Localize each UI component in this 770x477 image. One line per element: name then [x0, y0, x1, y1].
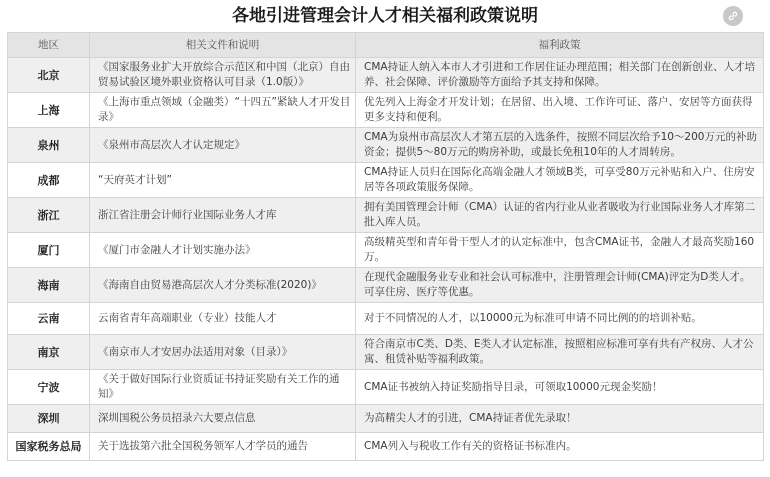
policy-cell: 在现代金融服务业专业和社会认可标准中，注册管理会计师(CMA)评定为D类人才。可享住房、医疗等优惠。: [356, 268, 764, 303]
table-row: [8, 433, 764, 461]
table-row: [8, 128, 764, 163]
doc-cell: 《海南自由贸易港高层次人才分类标准(2020)》: [90, 268, 356, 303]
link-icon[interactable]: [723, 6, 743, 26]
policy-cell: CMA列入与税收工作有关的资格证书标准内。: [356, 433, 764, 461]
page-title: 各地引进管理会计人才相关福利政策说明: [232, 6, 538, 26]
policy-cell: CMA持证人纳入本市人才引进和工作居住证办理范围；相关部门在创新创业、人才培养、社会保障、评价激励等方面给予其支持和保障。: [356, 58, 764, 93]
region-cell: 云南: [8, 303, 90, 335]
policy-cell: 优先列入上海金才开发计划；在居留、出入境、工作许可证、落户、安居等方面获得更多支持和便利。: [356, 93, 764, 128]
table-body: [8, 58, 764, 461]
region-cell: 宁波: [8, 370, 90, 405]
table-row: [8, 370, 764, 405]
policy-cell: 高级精英型和青年骨干型人才的认定标准中，包含CMA证书，金融人才最高奖励160万。: [356, 233, 764, 268]
policy-cell: 符合南京市C类、D类、E类人才认定标准，按照相应标准可享有共有产权房、人才公寓、租赁补贴等福利政策。: [356, 335, 764, 370]
policy-cell: CMA持证人员归在国际化高端金融人才领域B类，可享受80万元补贴和入户、住房安居等各项政策服务保障。: [356, 163, 764, 198]
region-cell: 上海: [8, 93, 90, 128]
region-cell: 厦门: [8, 233, 90, 268]
region-cell: 浙江: [8, 198, 90, 233]
region-cell: 深圳: [8, 405, 90, 433]
doc-cell: 《泉州市高层次人才认定规定》: [90, 128, 356, 163]
policy-cell: 对于不同情况的人才，以10000元为标准可申请不同比例的的培训补贴。: [356, 303, 764, 335]
doc-cell: 《上海市重点领域（金融类）“十四五”紧缺人才开发目录》: [90, 93, 356, 128]
region-cell: 国家税务总局: [8, 433, 90, 461]
region-cell: 北京: [8, 58, 90, 93]
policy-table: [7, 32, 764, 461]
region-cell: 泉州: [8, 128, 90, 163]
region-cell: 海南: [8, 268, 90, 303]
header-policy: 福利政策: [356, 33, 764, 58]
doc-cell: 《国家服务业扩大开放综合示范区和中国（北京）自由贸易试验区境外职业资格认可目录（1.0版）》: [90, 58, 356, 93]
header-doc: 相关文件和说明: [90, 33, 356, 58]
doc-cell: 云南省青年高端职业（专业）技能人才: [90, 303, 356, 335]
table-row: [8, 233, 764, 268]
doc-cell: “天府英才计划”: [90, 163, 356, 198]
region-cell: 南京: [8, 335, 90, 370]
table-row: [8, 58, 764, 93]
doc-cell: 关于选拔第六批全国税务领军人才学员的通告: [90, 433, 356, 461]
region-cell: 成都: [8, 163, 90, 198]
doc-cell: 浙江省注册会计师行业国际业务人才库: [90, 198, 356, 233]
policy-cell: 为高精尖人才的引进，CMA持证者优先录取！: [356, 405, 764, 433]
doc-cell: 《厦门市金融人才计划实施办法》: [90, 233, 356, 268]
table-row: [8, 163, 764, 198]
table-row: [8, 93, 764, 128]
policy-cell: CMA证书被纳入持证奖励指导目录，可领取10000元现金奖励！: [356, 370, 764, 405]
doc-cell: 深圳国税公务员招录六大要点信息: [90, 405, 356, 433]
doc-cell: 《南京市人才安居办法适用对象（目录）》: [90, 335, 356, 370]
policy-cell: CMA为泉州市高层次人才第五层的入选条件，按照不同层次给予10～200万元的补助资金；提供5～80万元的购房补助，或最长免租10年的人才周转房。: [356, 128, 764, 163]
policy-cell: 拥有美国管理会计师（CMA）认证的省内行业从业者吸收为行业国际业务人才库第二批入库人员。: [356, 198, 764, 233]
table-row: [8, 335, 764, 370]
table-header-row: [8, 33, 764, 58]
table-row: [8, 303, 764, 335]
header-region: 地区: [8, 33, 90, 58]
doc-cell: 《关于做好国际行业资质证书持证奖励有关工作的通知》: [90, 370, 356, 405]
table-row: [8, 198, 764, 233]
table-row: [8, 268, 764, 303]
link-icon-glyph: [727, 10, 739, 22]
table-row: [8, 405, 764, 433]
